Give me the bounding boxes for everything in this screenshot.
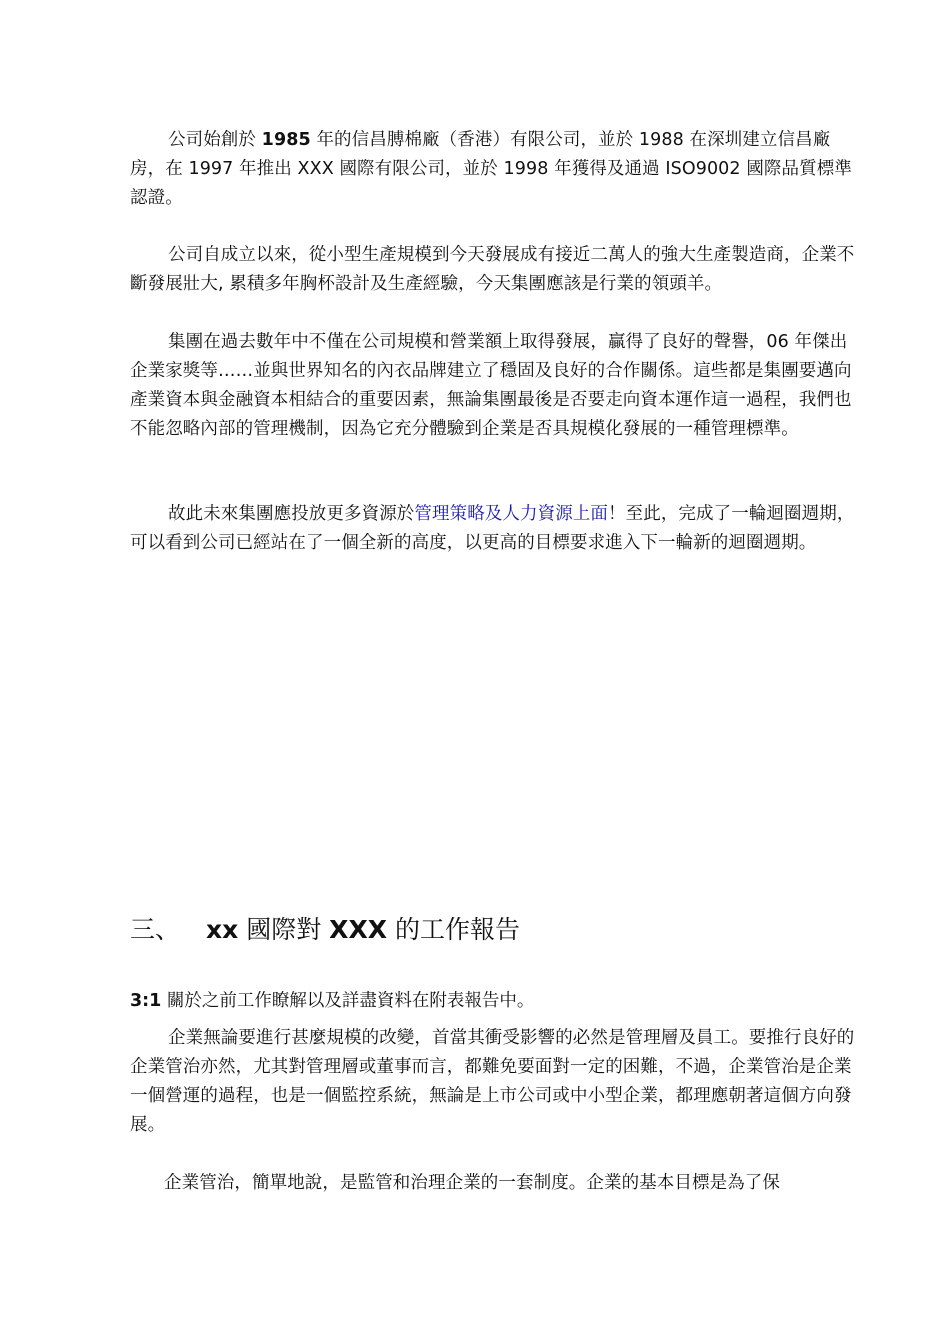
bold-year: 1985 [261,130,311,150]
paragraph-governance-definition: 企業管治，簡單地說，是監管和治理企業的一套制度。企業的基本目標是為了保 [164,1173,780,1193]
paragraph-group-development: 集團在過去數年中不僅在公司規模和營業額上取得發展，贏得了良好的聲譽，06 年傑出企業家獎等……並與世界知名的內衣品牌建立了穩固及良好的合作關係。這些都是集團要邁向產業資本與金融資本相結合的重要因素，無論集團最後是否要走向資本運作這一過程，我們也不能忽略內部的管理機制，因為它充分體驗到企業是否具規模化發展的一種管理標準。 [130,332,852,439]
paragraph-future-resources [130,500,860,558]
subsection-text: 關於之前工作瞭解以及詳盡資料在附表報告中。 [161,991,535,1011]
management-strategy-link[interactable]: 管理策略及人力資源上面 [414,504,609,524]
section-number: 三、 [130,915,181,944]
paragraph-company-growth: 公司自成立以來，從小型生產規模到今天發展成有接近二萬人的強大生產製造商，企業不斷發展壯大, 累積多年胸杯設計及生產經驗，今天集團應該是行業的領頭羊。 [130,245,855,294]
paragraph-corporate-governance: 企業無論要進行甚麼規模的改變，首當其衝受影響的必然是管理層及員工。要推行良好的企業管治亦然，尤其對管理層或董事而言，都難免要面對一定的困難，不過，企業管治是企業一個營運的過程，也是一個監控系統，無論是上市公司或中小型企業，都理應朝著這個方向發展。 [130,1028,855,1135]
heading-text: 國際對 [238,915,330,944]
heading-bold: xx [206,915,239,944]
text: 故此未來集團應投放更多資源於 [168,504,415,524]
text: 公司始創於 [168,130,262,150]
heading-bold: XXX [329,915,387,944]
subsection-heading [130,987,534,1016]
heading-text: 的工作報告 [387,915,520,944]
paragraph-company-history [130,126,860,213]
subsection-number: 3:1 [130,991,162,1011]
section-heading [130,912,520,948]
text: 年的信昌膊棉廠（香港）有限公司，並於 1988 在深圳建立信昌廠房，在 1997 年推出 XXX 國際有限公司，並於 1998 年獲得及通過 ISO9002 國際品質標準認證。 [130,130,852,208]
text: ！至此，完成了一輪迴圈週期，可以看到公司已經站在了一個全新的高度，以更高的目標要求進入下一輪新的迴圈週期。 [130,504,855,553]
